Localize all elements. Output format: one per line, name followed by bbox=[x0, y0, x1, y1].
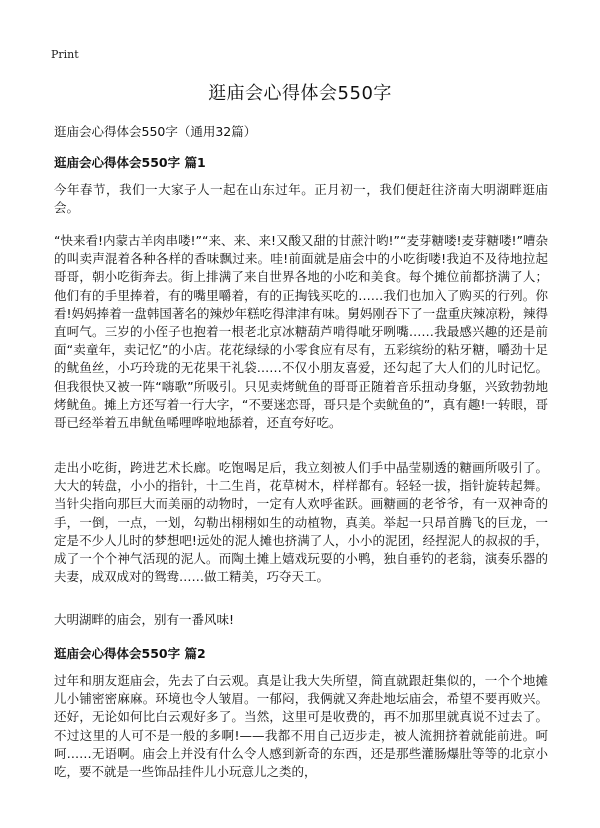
page-title: 逛庙会心得体会550字 bbox=[208, 83, 392, 104]
paragraph: 过年和朋友逛庙会，先去了白云观。真是让我大失所望，简直就跟赶集似的，一个个地摊儿小铺密密麻麻。环境也令人皱眉。一郁闷，我俩就又奔赴地坛庙会，希望不要再败兴。还好，无论如何比白云观好多了。当然，这里可是收费的，再不加那里就真说不过去了。不过这里的人可不是一般的多啊!——我都不用自己迈步走，被人流拥挤着就能前进。呵呵……无语啊。庙会上并没有什么令人感到新奇的东西，还是那些灌肠爆肚等等的北京小吃，要不就是一些饰品挂件儿小玩意儿之类的， bbox=[54, 673, 548, 780]
paragraph: “快来看!内蒙古羊肉串喽!”“来、来、来!又酸又甜的甘蔗汁哟!”“麦芽糖喽!麦芽糖喽!”嘈杂的叫卖声混着各种各样的香味飘过来。哇!前面就是庙会中的小吃街喽!我迫不及待地拉起哥哥，朝小吃街奔去。街上排满了来自世界各地的小吃和美食。每个摊位前都挤满了人；他们有的手里捧着，有的嘴里嚼着，有的正掏钱买吃的……我们也加入了购买的行列。你看!妈妈捧着一盘韩国著名的辣炒年糕吃得津津有味。舅妈刚吞下了一盘重庆辣凉粉，辣得直呵气。三岁的小侄子也抱着一根老北京冰糖葫芦啃得呲牙咧嘴……我最感兴趣的还是前面“卖童年，卖记忆”的小店。花花绿绿的小零食应有尽有，五彩缤纷的粘牙糖，嚼劲十足的鱿鱼丝，小巧玲珑的无花果干礼袋……不仅小朋友喜爱，还勾起了大人们的儿时记忆。但我很快又被一阵“嗨歌”所吸引。只见卖烤鱿鱼的哥哥正随着音乐扭动身躯，兴致勃勃地烤鱿鱼。摊上方还写着一行大字，“不要迷恋哥，哥只是个卖鱿鱼的”，真有趣!一转眼，哥哥已经举着五串鱿鱼唏哩哗啦地舔着，还直夸好吃。 bbox=[54, 233, 548, 431]
print-link[interactable]: Print bbox=[51, 48, 79, 61]
paragraph: 大明湖畔的庙会，别有一番风味! bbox=[54, 612, 235, 627]
section-heading-2: 逛庙会心得体会550字 篇2 bbox=[54, 646, 206, 661]
paragraph: 今年春节，我们一大家子人一起在山东过年。正月初一，我们便赶往济南大明湖畔逛庙会。 bbox=[54, 182, 548, 216]
section-heading-1: 逛庙会心得体会550字 篇1 bbox=[54, 155, 206, 170]
paragraph: 走出小吃街，跨进艺术长廊。吃饱喝足后，我立刻被人们手中晶莹剔透的糖画所吸引了。大大的转盘，小小的指针，十二生肖，花草树木，样样都有。轻轻一拔，指针旋转起舞。当针尖指向那巨大而美丽的动物时，一定有人欢呼雀跃。画糖画的老爷爷，有一双神奇的手，一倒，一点，一划，勾勒出栩栩如生的动植物，真美。举起一只昂首腾飞的巨龙，一定是不少人儿时的梦想吧!远处的泥人摊也挤满了人，小小的泥团，经捏泥人的叔叔的手，成了一个个神气活现的泥人。而陶土摊上嬉戏玩耍的小鸭，独自垂钓的老翁，演奏乐器的夫妻，成双成对的鸳鸯……做工精美，巧夺天工。 bbox=[54, 460, 548, 585]
document-subtitle: 逛庙会心得体会550字（通用32篇） bbox=[54, 124, 257, 139]
